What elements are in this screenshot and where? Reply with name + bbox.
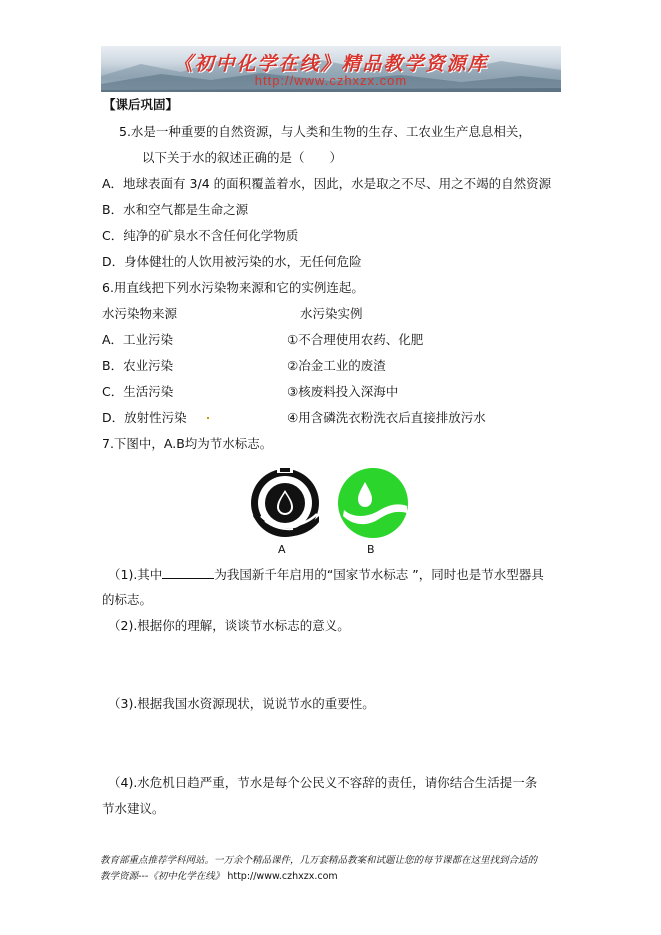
q7-sub2: （2).根据你的理解，谈谈节水标志的意义。	[108, 618, 350, 633]
q5-option-a: A．地球表面有 3/4 的面积覆盖着水，因此，水是取之不尽、用之不竭的自然资源	[102, 176, 552, 191]
q5-option-b: B．水和空气都是生命之源	[102, 202, 249, 217]
q6-right-item: ②冶金工业的废渣	[287, 358, 386, 373]
water-saving-logo-b-icon	[338, 468, 408, 538]
q5-text-line1: 5.水是一种重要的自然资源，与人类和生物的生存、工农业生产息息相关，	[119, 124, 531, 139]
q6-right-item: ④用含磷洗衣粉洗衣后直接排放污水	[287, 410, 486, 425]
logo-a-label: A	[278, 543, 286, 556]
logo-b-label: B	[367, 543, 375, 556]
section-heading: 【课后巩固】	[103, 97, 179, 112]
q7-sub3: （3).根据我国水资源现状，说说节水的重要性。	[108, 696, 375, 711]
stray-dot	[207, 417, 209, 419]
q7-sub1-line2: 的标志。	[102, 592, 153, 607]
q7-sub1-post: 为我国新千年启用的“国家节水标志 ”，同时也是节水型器具	[214, 567, 544, 582]
q6-right-header: 水污染实例	[300, 306, 363, 321]
q6-right-item: ③核废料投入深海中	[287, 384, 399, 399]
q6-left-item: C．生活污染	[102, 384, 174, 399]
q7-sub1-pre: （1).其中	[108, 567, 163, 582]
q6-left-item: B．农业污染	[102, 358, 174, 373]
q7-sub4-line2: 节水建议。	[102, 801, 165, 816]
q7-sub1-line1	[108, 566, 544, 583]
q6-left-header: 水污染物来源	[102, 306, 178, 321]
q5-text-line2: 以下关于水的叙述正确的是（ ）	[142, 150, 343, 165]
header-banner	[101, 46, 561, 92]
q6-right-item: ①不合理使用农药、化肥	[287, 332, 424, 347]
q7-sub4-line1: （4).水危机日趋严重，节水是每个公民义不容辞的责任，请你结合生活提一条	[108, 775, 538, 790]
banner-url[interactable]: http://www.czhxzx.com	[254, 73, 408, 88]
q5-option-d: D．身体健壮的人饮用被污染的水，无任何危险	[102, 254, 362, 269]
q7-prompt: 7.下图中，A.B均为节水标志。	[102, 436, 273, 451]
banner-title: 《初中化学在线》精品教学资源库	[173, 53, 489, 75]
q6-left-item: A．工业污染	[102, 332, 174, 347]
footer-url-link[interactable]: http://www.czhxzx.com	[227, 871, 338, 882]
water-saving-logo-a-icon	[251, 467, 319, 537]
water-saving-logos	[247, 466, 415, 556]
footer-line2	[100, 870, 338, 883]
q6-prompt: 6.用直线把下列水污染物来源和它的实例连起。	[102, 280, 364, 295]
q5-option-c: C．纯净的矿泉水不含任何化学物质	[102, 228, 299, 243]
footer-line1: 教育部重点推荐学科网站。一万余个精品课件，几万套精品教案和试题让您的每节课都在这里找到合适的	[100, 855, 538, 866]
logo-figure	[247, 466, 415, 556]
q6-left-item: D．放射性污染	[102, 410, 187, 425]
footer-source: 教学资源---《初中化学在线》	[100, 871, 225, 882]
answer-blank[interactable]	[162, 566, 214, 579]
